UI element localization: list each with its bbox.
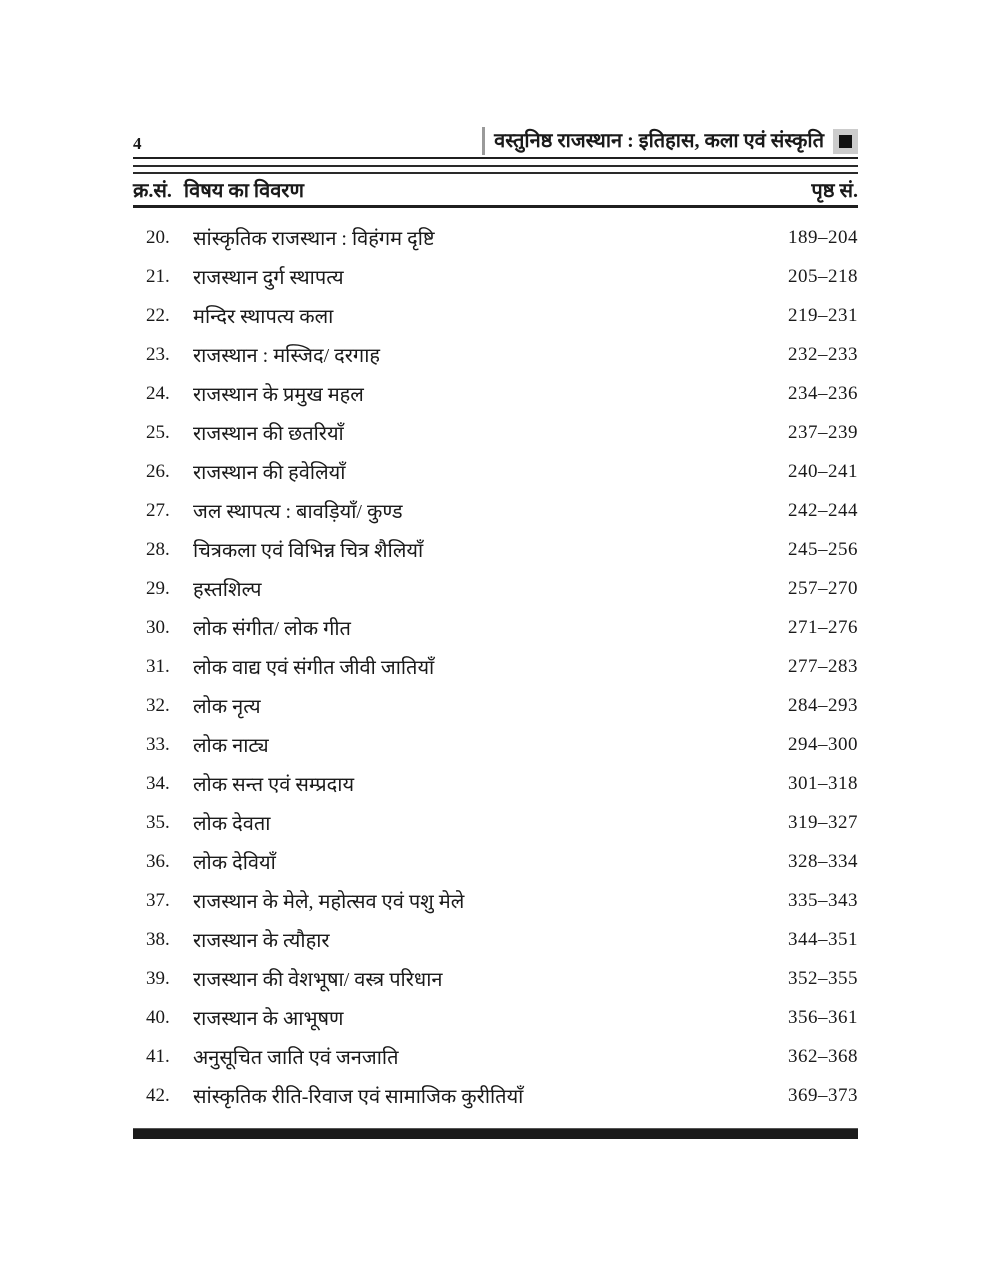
toc-topic-title: राजस्थान की वेशभूषा/ वस्त्र परिधान [193, 969, 443, 991]
toc-row [133, 881, 858, 920]
toc-topic-title: राजस्थान की छतरियाँ [193, 423, 344, 445]
book-page [133, 128, 858, 1139]
toc-serial-number: 26. [146, 460, 170, 482]
toc-page-range: 301–318 [788, 772, 858, 794]
toc-serial-number: 33. [146, 733, 170, 755]
toc-topic-title: लोक देवियाँ [193, 852, 276, 874]
toc-serial-number: 32. [146, 694, 170, 716]
toc-row [133, 374, 858, 413]
toc-row [133, 803, 858, 842]
toc-serial-number: 24. [146, 382, 170, 404]
toc-row [133, 842, 858, 881]
toc-page-range: 352–355 [788, 967, 858, 989]
toc-serial-number: 31. [146, 655, 170, 677]
toc-serial-number: 35. [146, 811, 170, 833]
toc-page-range: 284–293 [788, 694, 858, 716]
toc-topic-title: लोक नाट्य [193, 735, 269, 757]
toc-page-range: 356–361 [788, 1006, 858, 1028]
toc-topic-title: लोक सन्त एवं सम्प्रदाय [193, 774, 355, 796]
toc-topic-title: चित्रकला एवं विभिन्न चित्र शैलियाँ [193, 540, 424, 562]
toc-page-range: 319–327 [788, 811, 858, 833]
toc-row [133, 452, 858, 491]
toc-topic-title: राजस्थान : मस्जिद/ दरगाह [193, 345, 380, 367]
chapter-marker-badge [833, 129, 858, 154]
toc-serial-number: 37. [146, 889, 170, 911]
toc-row [133, 764, 858, 803]
toc-page-range: 328–334 [788, 850, 858, 872]
toc-page-range: 237–239 [788, 421, 858, 443]
toc-serial-number: 25. [146, 421, 170, 443]
toc-topic-title: अनुसूचित जाति एवं जनजाति [193, 1047, 399, 1069]
toc-row [133, 530, 858, 569]
toc-page-range: 362–368 [788, 1045, 858, 1067]
toc-row [133, 920, 858, 959]
toc-page-range: 344–351 [788, 928, 858, 950]
toc-topic-title: सांस्कृतिक राजस्थान : विहंगम दृष्टि [193, 228, 435, 250]
page-header [133, 128, 858, 159]
toc-row [133, 296, 858, 335]
toc-serial-number: 38. [146, 928, 170, 950]
toc-row [133, 257, 858, 296]
toc-topic-title: लोक संगीत/ लोक गीत [193, 618, 351, 640]
toc-topic-title: राजस्थान के आभूषण [193, 1008, 344, 1030]
book-title: वस्तुनिष्ठ राजस्थान : इतिहास, कला एवं संस्कृति [494, 130, 824, 152]
title-divider-bar [482, 127, 485, 155]
toc-serial-number: 34. [146, 772, 170, 794]
column-header-topic: विषय का विवरण [183, 180, 304, 202]
toc-page-range: 242–244 [788, 499, 858, 521]
toc-serial-number: 22. [146, 304, 170, 326]
toc-page-range: 369–373 [788, 1084, 858, 1106]
folio-page-number: 4 [133, 134, 142, 153]
toc-serial-number: 39. [146, 967, 170, 989]
toc-topic-title: लोक नृत्य [193, 696, 261, 718]
toc-page-range: 205–218 [788, 265, 858, 287]
black-square-icon [839, 135, 852, 148]
running-title-block [482, 127, 858, 155]
toc-topic-title: राजस्थान के त्यौहार [193, 930, 330, 952]
toc-serial-number: 40. [146, 1006, 170, 1028]
toc-topic-title: राजस्थान दुर्ग स्थापत्य [193, 267, 344, 289]
toc-row [133, 1037, 858, 1076]
toc-row [133, 608, 858, 647]
toc-row [133, 686, 858, 725]
toc-page-range: 232–233 [788, 343, 858, 365]
toc-page-range: 234–236 [788, 382, 858, 404]
toc-page-range: 189–204 [788, 226, 858, 248]
toc-row [133, 647, 858, 686]
footer-bar [133, 1128, 858, 1139]
toc-row [133, 413, 858, 452]
toc-topic-title: राजस्थान की हवेलियाँ [193, 462, 346, 484]
toc-topic-title: राजस्थान के मेले, महोत्सव एवं पशु मेले [193, 891, 465, 913]
toc-page-range: 240–241 [788, 460, 858, 482]
toc-topic-title: मन्दिर स्थापत्य कला [193, 306, 334, 328]
toc-page-range: 335–343 [788, 889, 858, 911]
toc-page-range: 219–231 [788, 304, 858, 326]
column-header-pages: पृष्ठ सं. [811, 180, 858, 202]
toc-row [133, 1076, 858, 1115]
toc-row [133, 725, 858, 764]
toc-row [133, 335, 858, 374]
toc-serial-number: 21. [146, 265, 170, 287]
toc-serial-number: 29. [146, 577, 170, 599]
toc-page-range: 257–270 [788, 577, 858, 599]
toc-topic-title: राजस्थान के प्रमुख महल [193, 384, 364, 406]
toc-page-range: 245–256 [788, 538, 858, 560]
toc-topic-title: सांस्कृतिक रीति-रिवाज एवं सामाजिक कुरीतियाँ [193, 1086, 524, 1108]
toc-page-range: 294–300 [788, 733, 858, 755]
column-header-serial: क्र.सं. [133, 180, 172, 202]
toc-page-range: 277–283 [788, 655, 858, 677]
toc-list [133, 208, 858, 1115]
toc-serial-number: 23. [146, 343, 170, 365]
toc-row [133, 218, 858, 257]
toc-column-header [133, 174, 858, 208]
toc-row [133, 491, 858, 530]
toc-topic-title: जल स्थापत्य : बावड़ियाँ/ कुण्ड [193, 501, 403, 523]
toc-serial-number: 30. [146, 616, 170, 638]
toc-row [133, 998, 858, 1037]
toc-serial-number: 41. [146, 1045, 170, 1067]
double-rule [133, 165, 858, 174]
toc-serial-number: 28. [146, 538, 170, 560]
toc-topic-title: हस्तशिल्प [193, 579, 262, 601]
toc-serial-number: 36. [146, 850, 170, 872]
toc-page-range: 271–276 [788, 616, 858, 638]
toc-row [133, 569, 858, 608]
toc-topic-title: लोक देवता [193, 813, 271, 835]
toc-serial-number: 20. [146, 226, 170, 248]
toc-serial-number: 27. [146, 499, 170, 521]
toc-topic-title: लोक वाद्य एवं संगीत जीवी जातियाँ [193, 657, 435, 679]
toc-row [133, 959, 858, 998]
toc-serial-number: 42. [146, 1084, 170, 1106]
